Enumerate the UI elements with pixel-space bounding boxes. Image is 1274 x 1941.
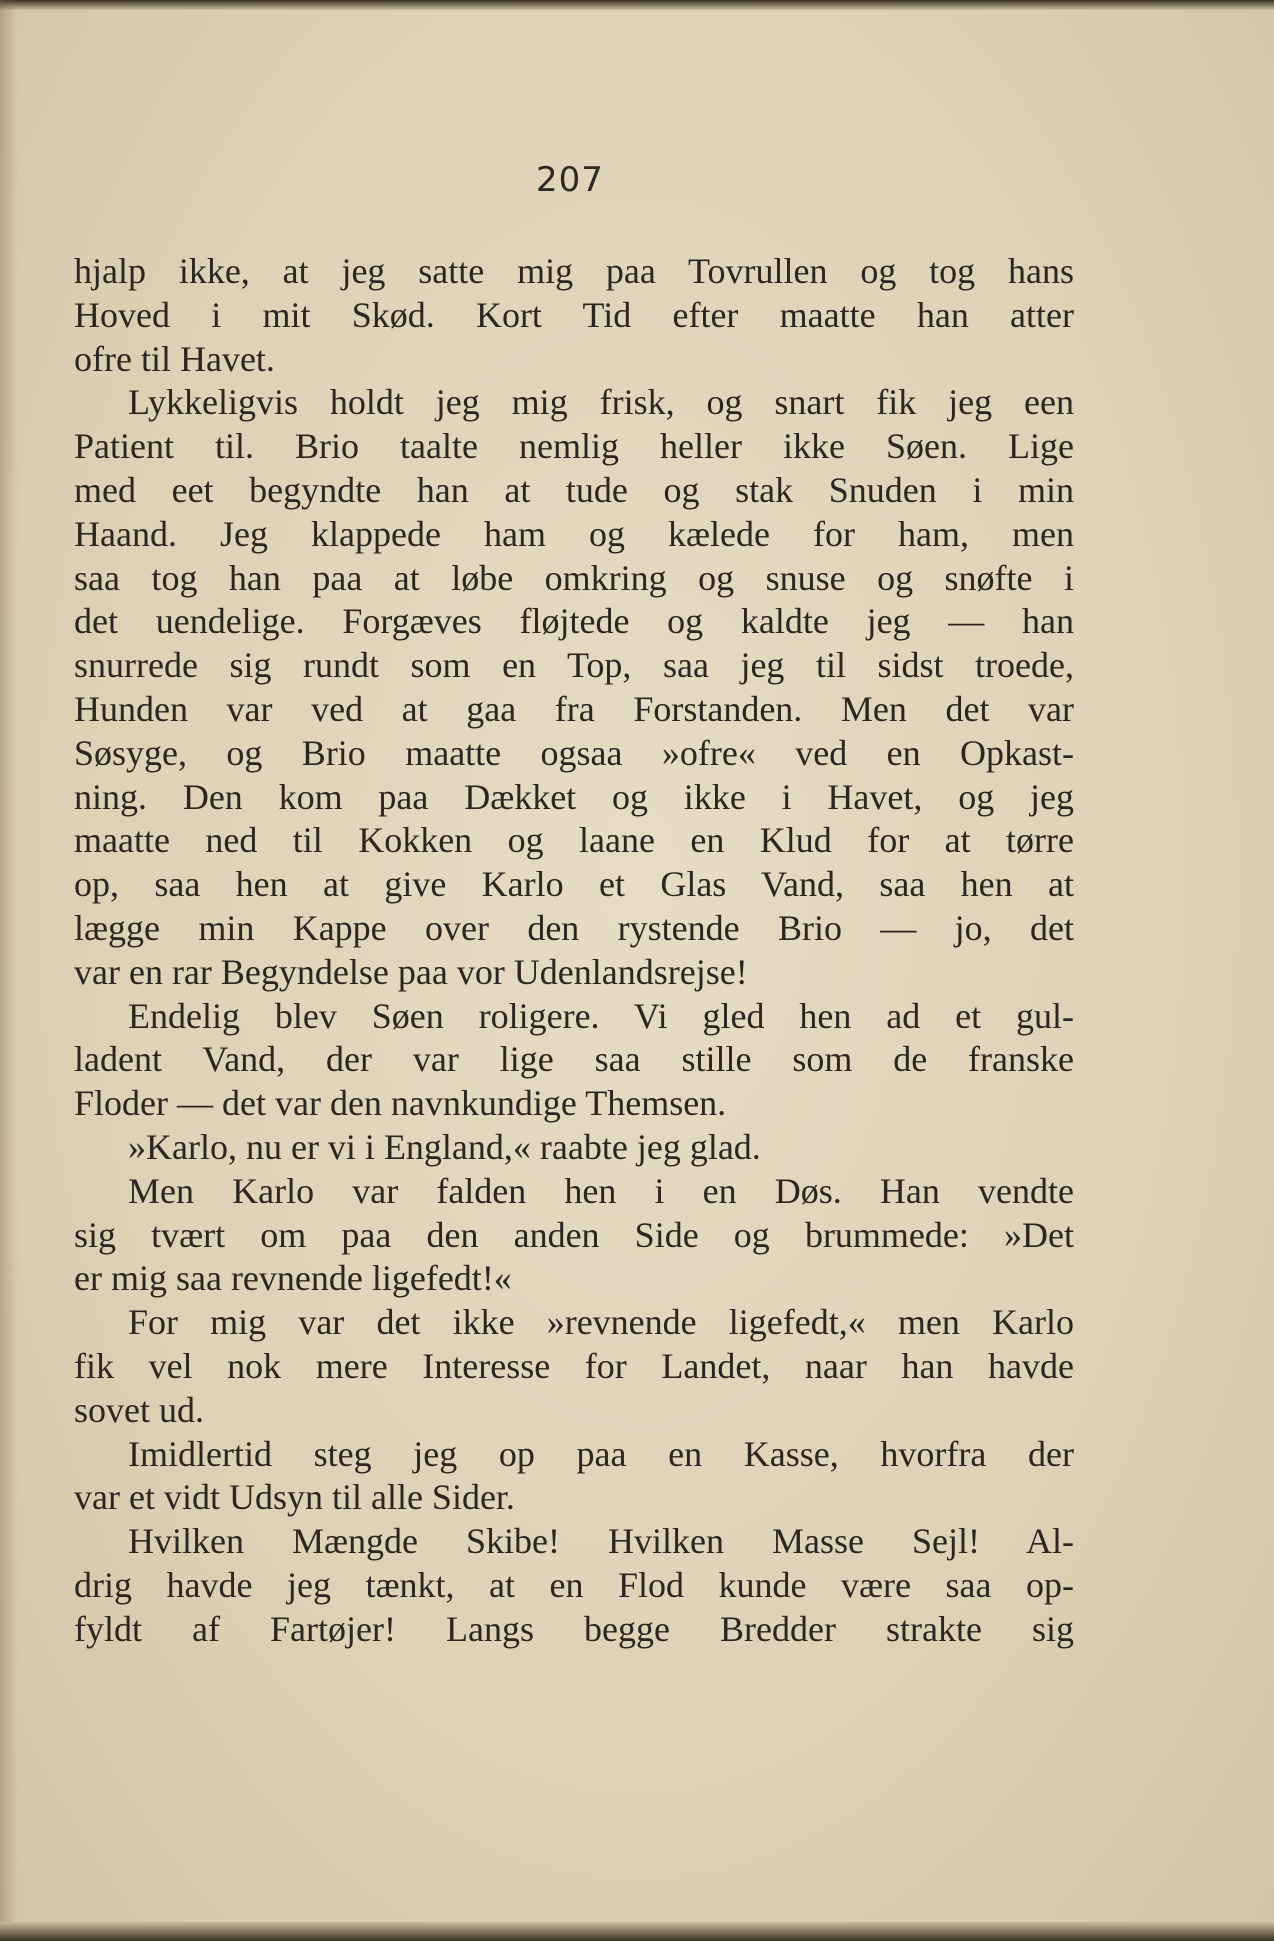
text-line: med eet begyndte han at tude og stak Snuden i min xyxy=(74,469,1074,510)
text-line: fyldt af Fartøjer! Langs begge Bredder strakte sig xyxy=(74,1608,1074,1649)
page-gutter-shade xyxy=(0,0,18,1941)
text-line: ofre til Havet. xyxy=(74,338,275,379)
text-line: ladent Vand, der var lige saa stille som de franske xyxy=(74,1039,1074,1080)
page-number: 207 xyxy=(536,160,604,200)
text-line: hjalp ikke, at jeg satte mig paa Tovrullen og tog hans xyxy=(74,251,1074,291)
page-top-edge xyxy=(0,0,1274,10)
text-line: det uendelige. Forgæves fløjtede og kaldte jeg — han xyxy=(74,601,1074,642)
text-line: ning. Den kom paa Dækket og ikke i Havet, og jeg xyxy=(74,776,1074,817)
text-line: sovet ud. xyxy=(74,1389,204,1430)
text-line: Endelig blev Søen roligere. Vi gled hen ad et gul- xyxy=(128,995,1074,1036)
text-line: Lykkeligvis holdt jeg mig frisk, og snart fik jeg een xyxy=(128,382,1074,423)
text-line: var et vidt Udsyn til alle Sider. xyxy=(74,1477,515,1518)
text-line: Patient til. Brio taalte nemlig heller ikke Søen. Lige xyxy=(74,426,1074,467)
text-line: Søsyge, og Brio maatte ogsaa »ofre« ved en Opkast- xyxy=(74,732,1074,773)
text-line: Hvilken Mængde Skibe! Hvilken Masse Sejl! Al- xyxy=(128,1521,1074,1562)
text-line: Hoved i mit Skød. Kort Tid efter maatte han atter xyxy=(74,294,1074,335)
text-line: »Karlo, nu er vi i England,« raabte jeg glad. xyxy=(128,1126,761,1167)
text-line: sig tvært om paa den anden Side og brummede: »Det xyxy=(74,1214,1074,1255)
text-line: var en rar Begyndelse paa vor Udenlandsrejse! xyxy=(74,951,748,992)
body-text xyxy=(74,250,1074,1652)
text-line: Haand. Jeg klappede ham og kælede for ham, men xyxy=(74,513,1074,554)
text-line: Floder — det var den navnkundige Themsen. xyxy=(74,1083,727,1124)
text-line: For mig var det ikke »revnende ligefedt,« men Karlo xyxy=(128,1302,1074,1343)
page-bottom-edge xyxy=(0,1922,1274,1941)
text-line: op, saa hen at give Karlo et Glas Vand, saa hen at xyxy=(74,864,1074,905)
text-line: Men Karlo var falden hen i en Døs. Han vendte xyxy=(128,1170,1074,1211)
text-line: maatte ned til Kokken og laane en Klud for at tørre xyxy=(74,820,1074,861)
text-line: Imidlertid steg jeg op paa en Kasse, hvorfra der xyxy=(128,1433,1074,1474)
text-line: saa tog han paa at løbe omkring og snuse og snøfte i xyxy=(74,557,1074,598)
text-line: snurrede sig rundt som en Top, saa jeg til sidst troede, xyxy=(74,645,1074,686)
text-line: lægge min Kappe over den rystende Brio — jo, det xyxy=(74,907,1074,948)
text-line: fik vel nok mere Interesse for Landet, naar han havde xyxy=(74,1345,1074,1386)
text-line: er mig saa revnende ligefedt!« xyxy=(74,1258,512,1299)
text-line: Hunden var ved at gaa fra Forstanden. Men det var xyxy=(74,688,1074,729)
text-line: drig havde jeg tænkt, at en Flod kunde være saa op- xyxy=(74,1564,1074,1605)
